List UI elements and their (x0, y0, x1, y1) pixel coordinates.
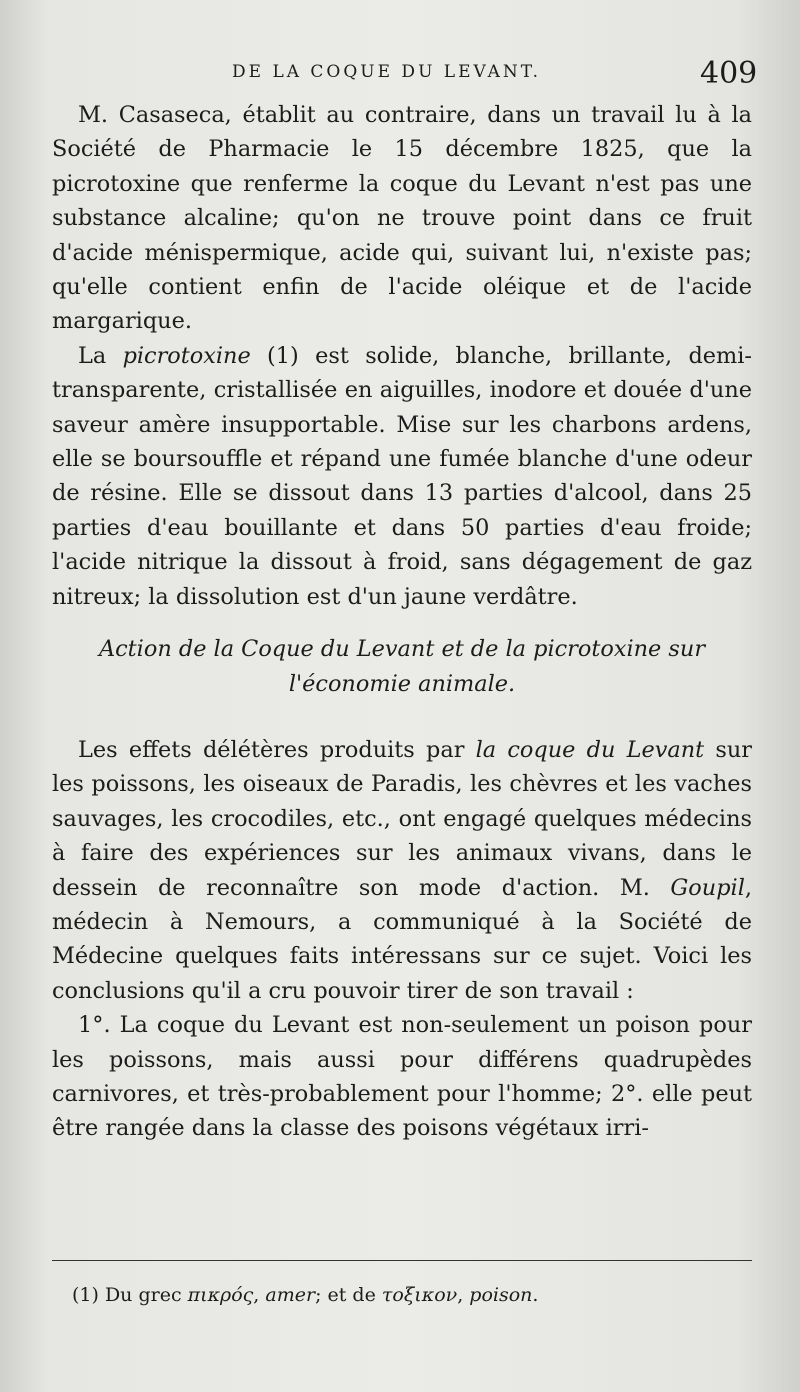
footnote-end: . (532, 1284, 539, 1306)
footnote-marker: (1) Du grec (72, 1284, 188, 1306)
paragraph-casaseca: M. Casaseca, établit au contraire, dans un travail lu à la Société de Pharmacie le 15 décembre 1825, que la picrotoxine que renferme la coque du Levant n'est pas une substance alcaline; qu'on ne trouve point dans ce fruit d'acide ménispermique, acide qui, suivant lui, n'existe pas; qu'elle contient enfin de l'acide oléique et de l'acide margarique. (52, 102, 752, 335)
footnote-greek-amer: πικρός (187, 1284, 254, 1306)
paragraph-prefix: La (78, 342, 123, 369)
paragraph-body: (1) est solide, blanche, brillante, demi-transparente, cristallisée en aiguilles, inodore et douée d'une saveur amère insupportable. Mise sur les charbons ardens, elle se boursouffle et répand une fumée blanche d'une odeur de résine. Elle se dissout dans 13 parties d'alcool, dans 25 parties d'eau bouillante et dans 50 parties d'eau froide; l'acide nitrique la dissout à froid, sans dégagement de gaz nitreux; la dissolution est d'un jaune verdâtre. (52, 342, 752, 610)
page-number: 409 (700, 56, 758, 91)
section-heading-line-2: l'économie animale. (288, 670, 516, 697)
footnote-separator: ; et de (315, 1284, 382, 1306)
footnote-separator: , (457, 1284, 470, 1306)
section-heading (52, 632, 752, 701)
running-head (0, 56, 800, 92)
paragraph-middle: sur les poissons, les oiseaux de Paradis, les chèvres et les vaches sauvages, les crocodiles, etc., ont engagé quelques médecins à faire des expériences sur les animaux vivans, dans le dessein de reconnaître son mode d'action. M. (52, 736, 752, 901)
footnote (72, 1282, 752, 1308)
paragraph-body: , médecin à Nemours, a communiqué à la Société de Médecine quelques faits intéressans sur ce sujet. Voici les conclusions qu'il a cru pouvoir tirer de son travail : (52, 874, 752, 1004)
section-heading-line-1: Action de la Coque du Levant et de la picrotoxine sur (98, 636, 706, 663)
running-title: DE LA COQUE DU LEVANT. (232, 62, 542, 82)
term-picrotoxine: picrotoxine (122, 342, 251, 369)
footnote-greek-poison: τοξικον (381, 1284, 458, 1306)
footnote-word-amer: amer (265, 1284, 316, 1306)
paragraph-picrotoxine-properties (52, 339, 752, 614)
name-goupil: Goupil (670, 874, 745, 901)
body-text (52, 98, 752, 1146)
footnote-rule (52, 1260, 752, 1261)
paragraph-prefix: Les effets délétères produits par (78, 736, 476, 763)
paragraph-conclusion-1: 1°. La coque du Levant est non-seulement un poison pour les poissons, mais aussi pour différens quadrupèdes carnivores, et très-probablement pour l'homme; 2°. elle peut être rangée dans la classe des poisons végétaux irri- (52, 1012, 752, 1142)
footnote-separator: , (253, 1284, 266, 1306)
paragraph-effects (52, 733, 752, 1008)
term-coque-du-levant: la coque du Levant (475, 736, 705, 763)
footnote-word-poison: poison (469, 1284, 533, 1306)
